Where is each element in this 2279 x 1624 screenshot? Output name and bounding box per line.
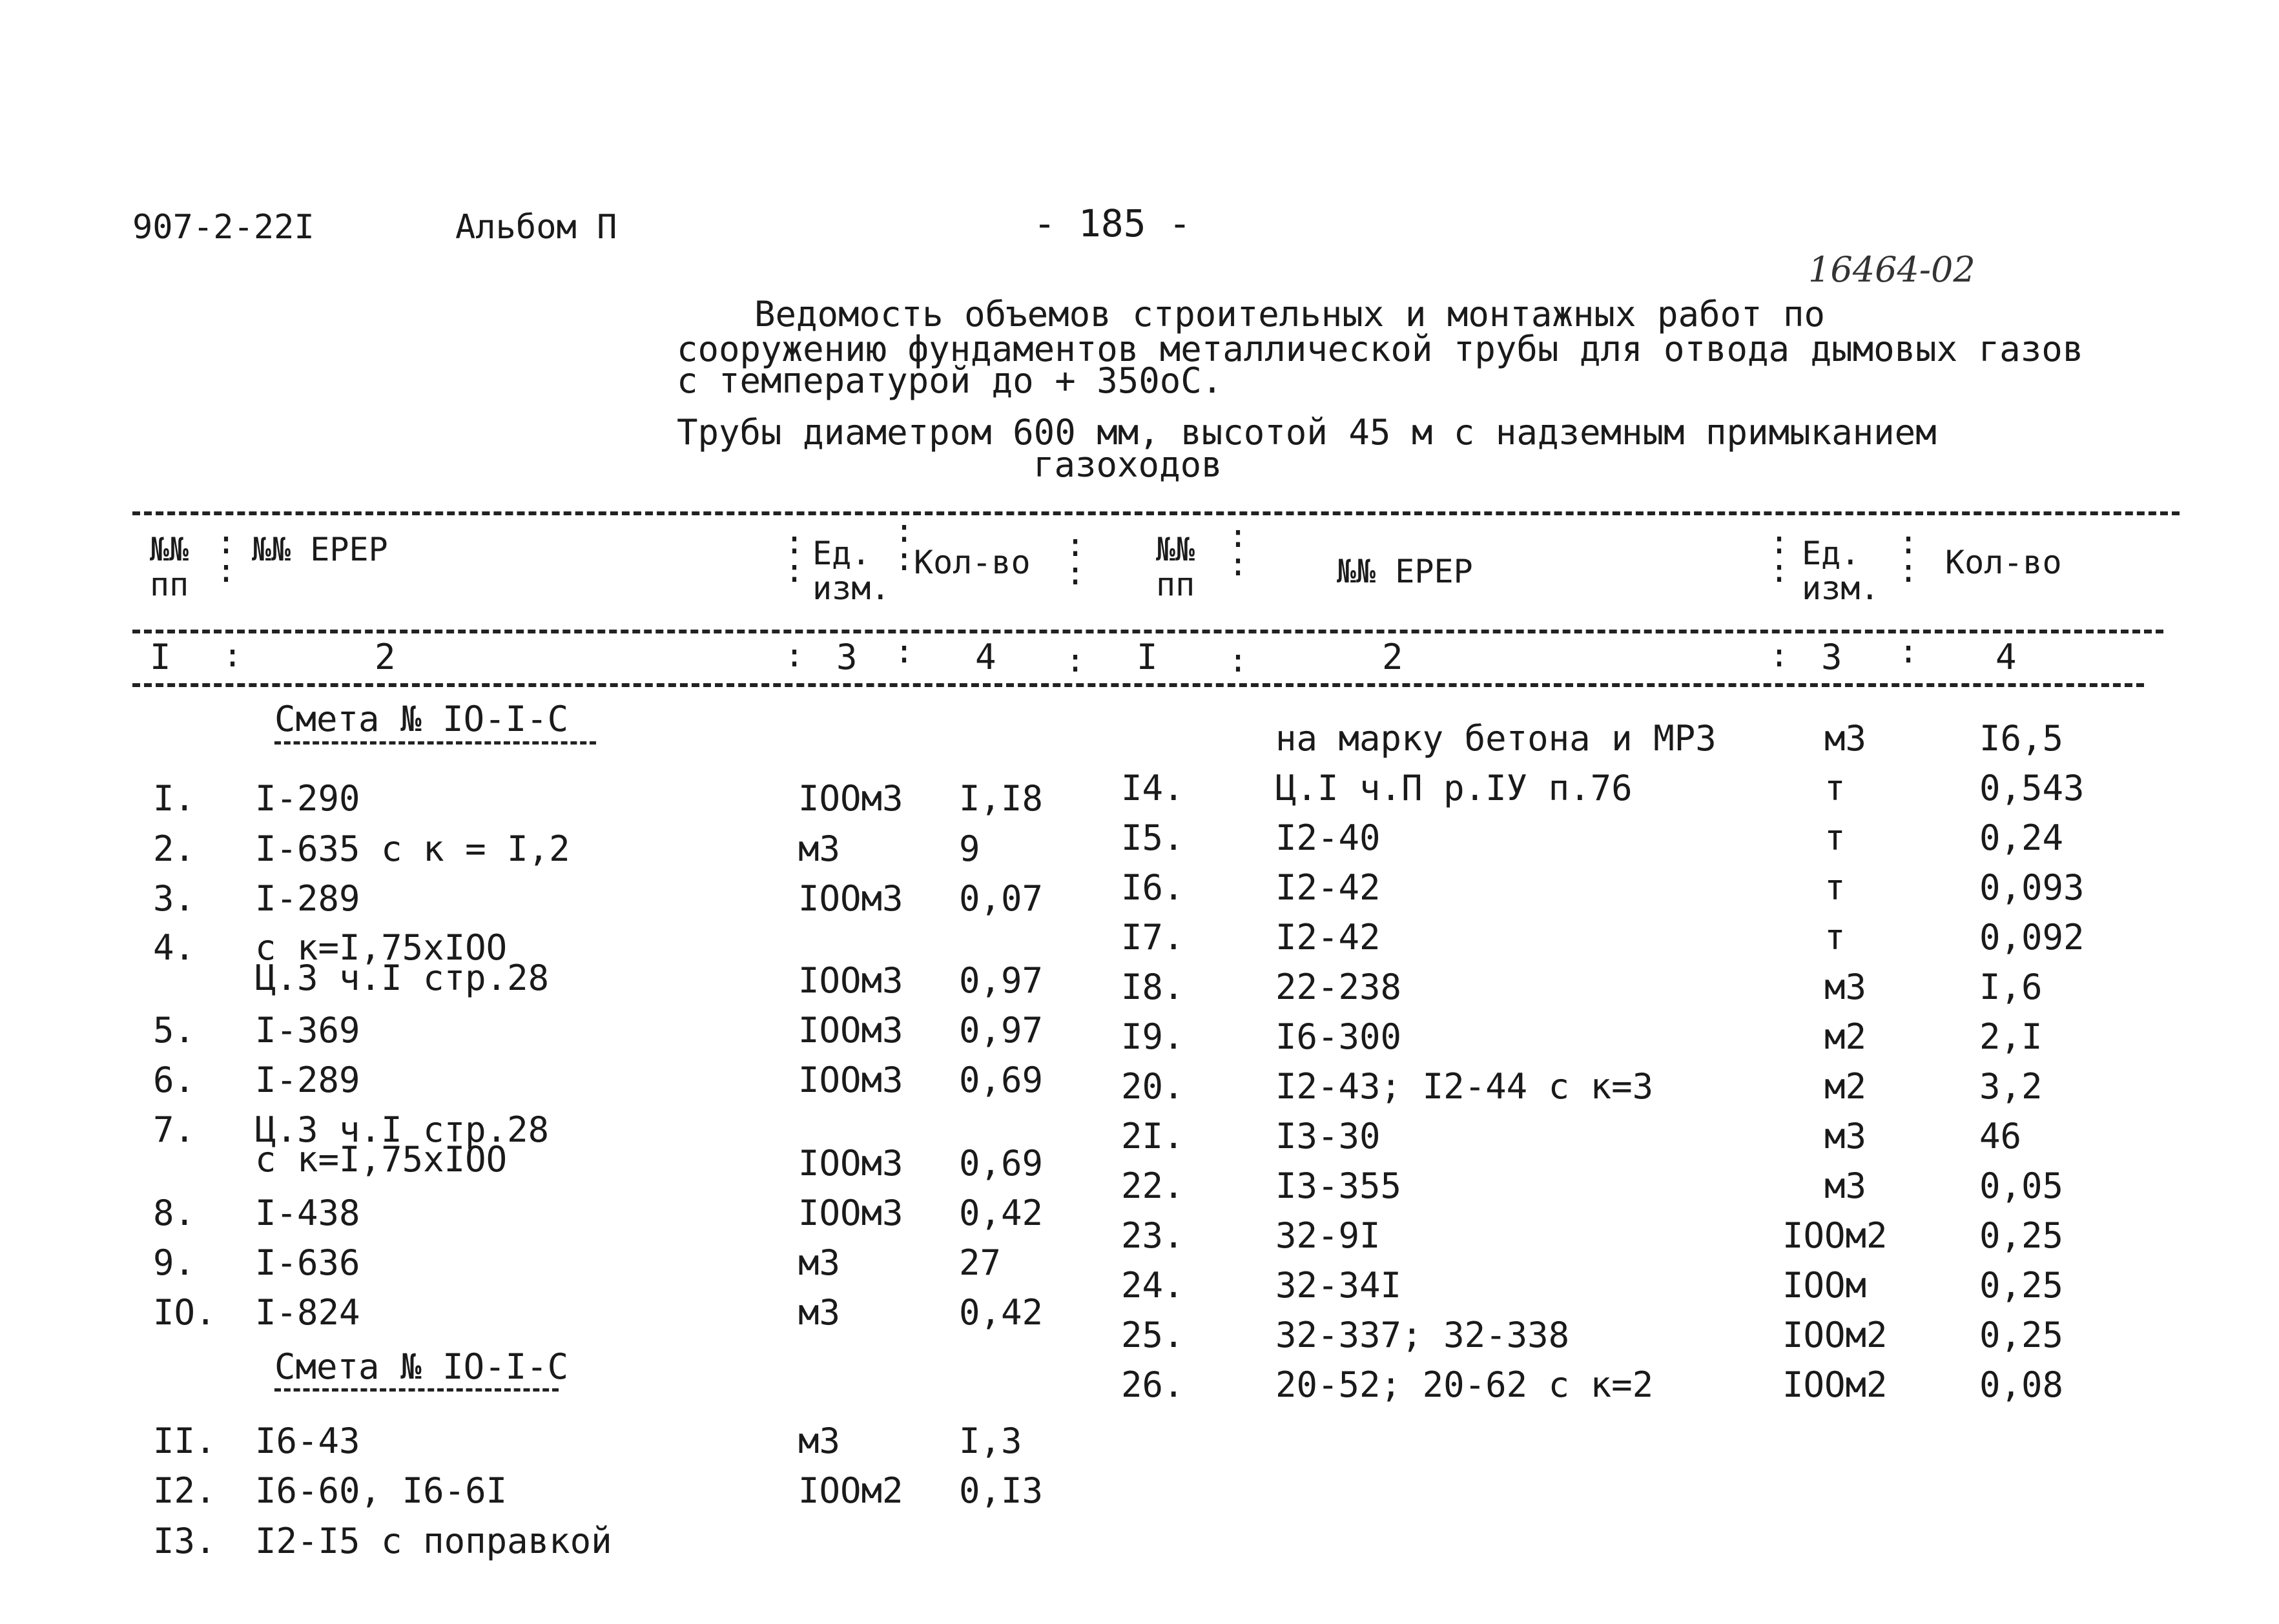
col-header-num: №№ пп <box>150 531 189 603</box>
col-header-qty-right: Кол-во <box>1945 544 2062 581</box>
row-code: Ц.I ч.П р.IУ п.76 <box>1275 768 1633 808</box>
document-code: 907-2-22I <box>132 208 315 247</box>
header-rule <box>132 630 2163 633</box>
album-label: Альбом П <box>455 208 617 247</box>
row-number: 26. <box>1121 1364 1184 1405</box>
row-number: I7. <box>1121 917 1184 958</box>
row-number: II. <box>153 1421 216 1461</box>
row-qty: 0,69 <box>959 1143 1044 1184</box>
row-number: I6. <box>1121 867 1184 908</box>
row-qty: I,I8 <box>959 778 1044 819</box>
row-qty: 46 <box>1979 1116 2022 1156</box>
row-number: 7. <box>153 1109 196 1150</box>
separator: : : <box>785 524 805 590</box>
row-number: I8. <box>1121 967 1184 1007</box>
row-number: I5. <box>1121 817 1184 858</box>
row-code-line-2: с к=I,75хIOO <box>255 1139 508 1180</box>
row-code: I-438 <box>255 1193 360 1233</box>
separator: : <box>1228 642 1248 679</box>
separator: : : <box>894 512 914 578</box>
row-code: I-289 <box>255 1060 360 1100</box>
section-heading: Смета № IO-I-C <box>274 699 569 739</box>
col-header-num-right: №№ пп <box>1156 531 1195 603</box>
row-code: 22-238 <box>1275 967 1402 1007</box>
col-number-2: 2 <box>375 637 396 677</box>
row-qty: 2,I <box>1979 1016 2043 1057</box>
row-qty: 0,97 <box>959 960 1044 1001</box>
row-qty: I,3 <box>959 1421 1022 1461</box>
row-unit: IOOм3 <box>798 1060 903 1100</box>
title-line-1: Ведомость объемов строительных и монтажных работ по <box>754 294 1826 334</box>
row-qty: 0,24 <box>1979 817 2064 858</box>
separator: : : <box>1066 526 1086 592</box>
col-number-1: I <box>150 637 171 677</box>
row-number: 24. <box>1121 1265 1184 1306</box>
row-unit: IOOм2 <box>798 1470 903 1511</box>
row-code-line-2: Ц.3 ч.I стр.28 <box>255 958 550 998</box>
row-unit: IOOм3 <box>798 1143 903 1184</box>
row-unit: IOOм2 <box>1782 1215 1888 1256</box>
row-qty: 0,092 <box>1979 917 2085 958</box>
row-unit: IOOм3 <box>798 1010 903 1051</box>
column-number-rule <box>132 683 2144 687</box>
row-code: I-824 <box>255 1292 360 1333</box>
col-header-erer-right: №№ ЕРЕР <box>1337 553 1473 590</box>
row-unit: м2 <box>1824 1066 1867 1107</box>
row-qty: 0,25 <box>1979 1215 2064 1256</box>
row-code: I3-30 <box>1275 1116 1381 1156</box>
row-unit: м2 <box>1824 1016 1867 1057</box>
row-qty: 0,97 <box>959 1010 1044 1051</box>
row-unit: м3 <box>798 1242 841 1283</box>
row-unit: IOOм2 <box>1782 1315 1888 1355</box>
row-unit: т <box>1824 768 1846 808</box>
page-number: - 185 - <box>1033 201 1191 245</box>
row-code: 32-34I <box>1275 1265 1402 1306</box>
row-code: I-635 с к = I,2 <box>255 828 570 869</box>
row-code: 32-337; 32-338 <box>1275 1315 1570 1355</box>
row-code: I2-42 <box>1275 867 1381 908</box>
row-unit: м3 <box>1824 1166 1867 1206</box>
row-qty: I6,5 <box>1979 718 2064 759</box>
section-underline <box>274 1388 559 1392</box>
row-unit: IOOм3 <box>798 778 903 819</box>
row-code: I-369 <box>255 1010 360 1051</box>
col-header-unit: Ед. изм. <box>812 535 891 607</box>
section-underline <box>274 741 596 745</box>
row-qty: 0,42 <box>959 1193 1044 1233</box>
separator: : <box>1066 642 1086 679</box>
title-line-3: с температурой до + 350оС. <box>677 360 1223 401</box>
col-number-4-right: 4 <box>1995 637 2017 677</box>
separator: : <box>223 637 243 674</box>
row-number: 23. <box>1121 1215 1184 1256</box>
separator: : <box>785 637 805 674</box>
row-number: I4. <box>1121 768 1184 808</box>
row-unit: м3 <box>1824 1116 1867 1156</box>
row-unit: т <box>1824 867 1846 908</box>
row-number: 8. <box>153 1193 196 1233</box>
separator: : <box>1899 633 1919 670</box>
row-unit: м3 <box>1824 718 1867 759</box>
row-qty: 0,69 <box>959 1060 1044 1100</box>
row-number: 9. <box>153 1242 196 1283</box>
row-unit: т <box>1824 917 1846 958</box>
row-code: I2-I5 с поправкой <box>255 1521 612 1561</box>
row-unit: IOOм <box>1782 1265 1867 1306</box>
row-number: 4. <box>153 927 196 968</box>
row-qty: 0,05 <box>1979 1166 2064 1206</box>
row-number: I2. <box>153 1470 216 1511</box>
row-number: 6. <box>153 1060 196 1100</box>
row-number: 3. <box>153 878 196 919</box>
row-number: 5. <box>153 1010 196 1051</box>
row-unit: IOOм2 <box>1782 1364 1888 1405</box>
handwritten-code: 16464-02 <box>1808 249 1975 290</box>
col-number-4: 4 <box>975 637 996 677</box>
row-number: IO. <box>153 1292 216 1333</box>
row-qty: 0,42 <box>959 1292 1044 1333</box>
row-unit: IOOм3 <box>798 960 903 1001</box>
col-number-2-right: 2 <box>1382 637 1403 677</box>
row-number: I9. <box>1121 1016 1184 1057</box>
subtitle-line-1: Трубы диаметром 600 мм, высотой 45 м с надземным примыканием <box>677 412 1937 453</box>
row-code: на марку бетона и МРЗ <box>1275 718 1717 759</box>
col-header-unit-right: Ед. изм. <box>1802 535 1880 607</box>
row-qty: 0,25 <box>1979 1315 2064 1355</box>
subtitle-line-2: газоходов <box>1033 444 1222 485</box>
row-qty: 0,543 <box>1979 768 2085 808</box>
row-code: I-290 <box>255 778 360 819</box>
row-code: I2-42 <box>1275 917 1381 958</box>
separator: : : <box>1899 524 1919 590</box>
row-number: 22. <box>1121 1166 1184 1206</box>
row-number: 20. <box>1121 1066 1184 1107</box>
row-number: 2. <box>153 828 196 869</box>
row-code: I-289 <box>255 878 360 919</box>
row-qty: 0,093 <box>1979 867 2085 908</box>
col-number-1-right: I <box>1137 637 1158 677</box>
row-code: 32-9I <box>1275 1215 1381 1256</box>
row-unit: м3 <box>798 1421 841 1461</box>
row-qty: 0,25 <box>1979 1265 2064 1306</box>
separator: : : <box>1228 517 1248 583</box>
row-code: I6-60, I6-6I <box>255 1470 508 1511</box>
row-unit: IOOм3 <box>798 878 903 919</box>
row-qty: 9 <box>959 828 980 869</box>
section-heading: Смета № IO-I-C <box>274 1346 569 1387</box>
row-code: I6-300 <box>1275 1016 1402 1057</box>
row-unit: т <box>1824 817 1846 858</box>
row-unit: IOOм3 <box>798 1193 903 1233</box>
row-code: I-636 <box>255 1242 360 1283</box>
col-header-qty: Кол-во <box>914 544 1031 581</box>
separator: : <box>894 633 914 670</box>
row-number: I. <box>153 778 196 819</box>
row-unit: м3 <box>798 1292 841 1333</box>
row-qty: 3,2 <box>1979 1066 2043 1107</box>
row-unit: м3 <box>798 828 841 869</box>
row-code: I2-43; I2-44 с к=3 <box>1275 1066 1654 1107</box>
separator: : : <box>1769 524 1789 590</box>
row-number: 25. <box>1121 1315 1184 1355</box>
separator: : <box>1769 637 1789 674</box>
row-code: I3-355 <box>1275 1166 1402 1206</box>
row-code: I6-43 <box>255 1421 360 1461</box>
separator: : : <box>216 524 236 590</box>
table-top-rule <box>132 511 2180 515</box>
row-qty: 0,07 <box>959 878 1044 919</box>
row-code: 20-52; 20-62 с к=2 <box>1275 1364 1654 1405</box>
row-qty: 0,08 <box>1979 1364 2064 1405</box>
row-qty: 27 <box>959 1242 1002 1283</box>
row-number: 2I. <box>1121 1116 1184 1156</box>
col-header-erer: №№ ЕРЕР <box>252 531 388 568</box>
row-code: с к=I,75хIOO <box>255 927 508 968</box>
row-qty: 0,I3 <box>959 1470 1044 1511</box>
row-unit: м3 <box>1824 967 1867 1007</box>
row-code: I2-40 <box>1275 817 1381 858</box>
title-line-2: сооружению фундаментов металлической трубы для отвода дымовых газов <box>677 329 2084 369</box>
col-number-3: 3 <box>836 637 858 677</box>
row-code: Ц.3 ч.I стр.28 <box>255 1109 550 1150</box>
row-number: I3. <box>153 1521 216 1561</box>
col-number-3-right: 3 <box>1821 637 1842 677</box>
row-qty: I,6 <box>1979 967 2043 1007</box>
